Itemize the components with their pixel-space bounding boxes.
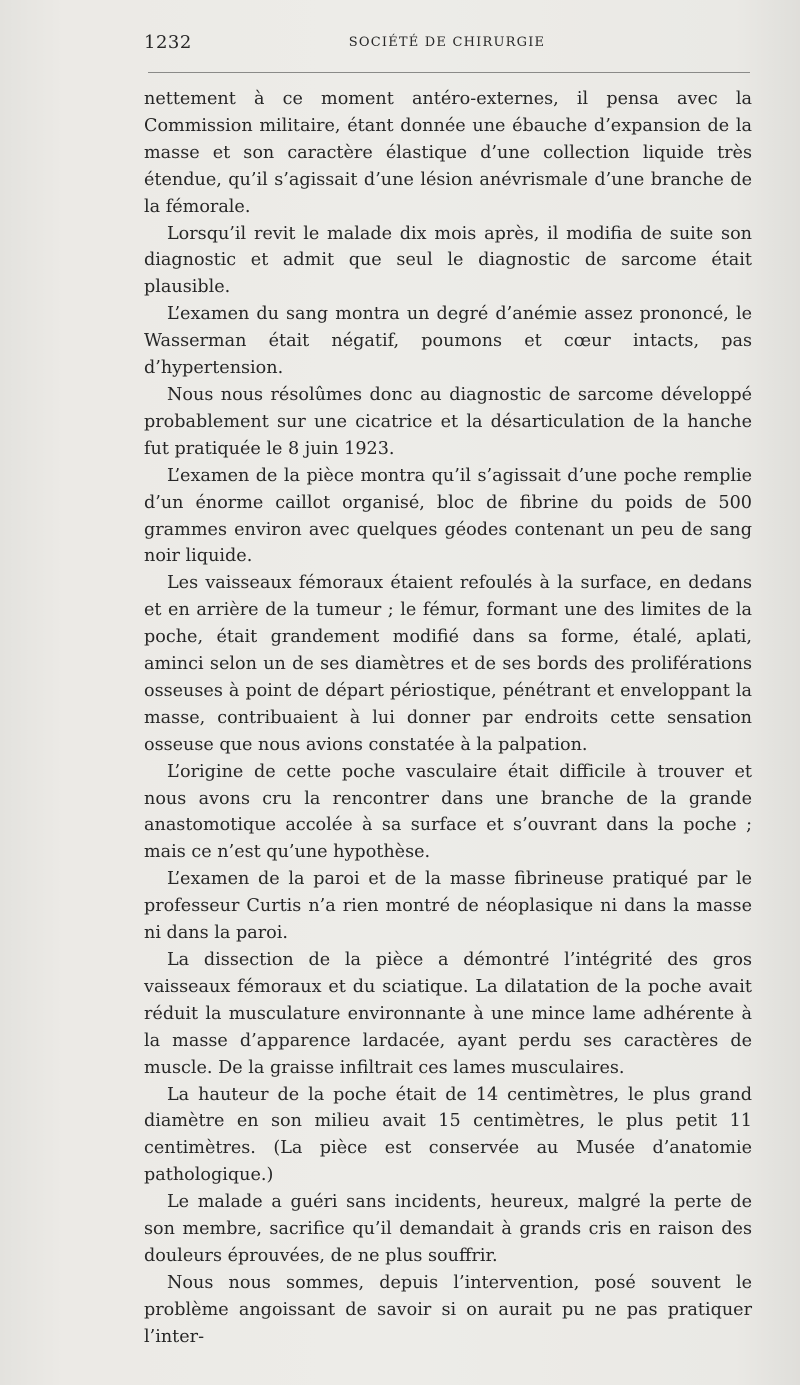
body-text <box>144 86 752 1351</box>
page-number: 1232 <box>144 32 192 53</box>
paragraph-6: Les vaisseaux fémoraux étaient refoulés à la surface, en dedans et en arrière de la tumeur ; le fémur, formant une des limites de la poche, était grandement modifié dans sa forme, étalé, aplati, aminci selon un de ses diamètres et de ses bords des proliférations osseuses à point de départ périostique, pénétrant et enveloppant la masse, contribuaient à lui donner par endroits cette sensation osseuse que nous avions constatée à la palpation. <box>144 573 752 755</box>
paragraph-4: Nous nous résolûmes donc au diagnostic de sarcome développé probablement sur une cicatrice et la désarticulation de la hanche fut pratiquée le 8 juin 1923. <box>144 384 752 459</box>
paragraph-5: L’examen de la pièce montra qu’il s’agissait d’une poche remplie d’un énorme caillot organisé, bloc de fibrine du poids de 500 grammes environ avec quelques géodes contenant un peu de sang noir liquide. <box>144 465 752 567</box>
paragraph-11: Le malade a guéri sans incidents, heureux, malgré la perte de son membre, sacrifice qu’il demandait à grands cris en raison des douleurs éprouvées, de ne plus souffrir. <box>144 1192 752 1266</box>
paragraph-8: L’examen de la paroi et de la masse fibrineuse pratiqué par le professeur Curtis n’a rien montré de néoplasique ni dans la masse ni dans la paroi. <box>144 869 752 944</box>
paragraph-2: Lorsqu’il revit le malade dix mois après, il modifia de suite son diagnostic et admit que seul le diagnostic de sarcome était plausible. <box>144 223 752 298</box>
paragraph-12: Nous nous sommes, depuis l’intervention, posé souvent le problème angoissant de savoir si on aurait pu ne pas pratiquer l’inter- <box>144 1272 752 1347</box>
running-head: SOCIÉTÉ DE CHIRURGIE <box>348 35 546 50</box>
paragraph-1: nettement à ce moment antéro-externes, il pensa avec la Commission militaire, étant donnée une ébauche d’expansion de la masse et son caractère élastique d’une collection liquide très étendue, qu’il s’agissait d’une lésion anévrismale d’une branche de la fémorale. <box>144 89 752 217</box>
paragraph-10: La hauteur de la poche était de 14 centimètres, le plus grand diamètre en son milieu avait 15 centimètres, le plus petit 11 centimètres. (La pièce est conservée au Musée d’anatomie pathologique.) <box>144 1084 752 1186</box>
page-header <box>144 32 750 56</box>
paragraph-7: L’origine de cette poche vasculaire était difficile à trouver et nous avons cru la rencontrer dans une branche de la grande anastomotique accolée à sa surface et s’ouvrant dans la poche ; mais ce n’est qu’une hypothèse. <box>144 761 752 863</box>
header-rule <box>148 72 750 73</box>
paragraph-3: L’examen du sang montra un degré d’anémie assez prononcé, le Wasserman était négatif, poumons et cœur intacts, pas d’hypertension. <box>144 304 752 379</box>
paragraph-9: La dissection de la pièce a démontré l’intégrité des gros vaisseaux fémoraux et du sciatique. La dilatation de la poche avait réduit la musculature environnante à une mince lame adhérente à la masse d’apparence lardacée, ayant perdu ses caractères de muscle. De la graisse infiltrait ces lames musculaires. <box>144 950 752 1078</box>
